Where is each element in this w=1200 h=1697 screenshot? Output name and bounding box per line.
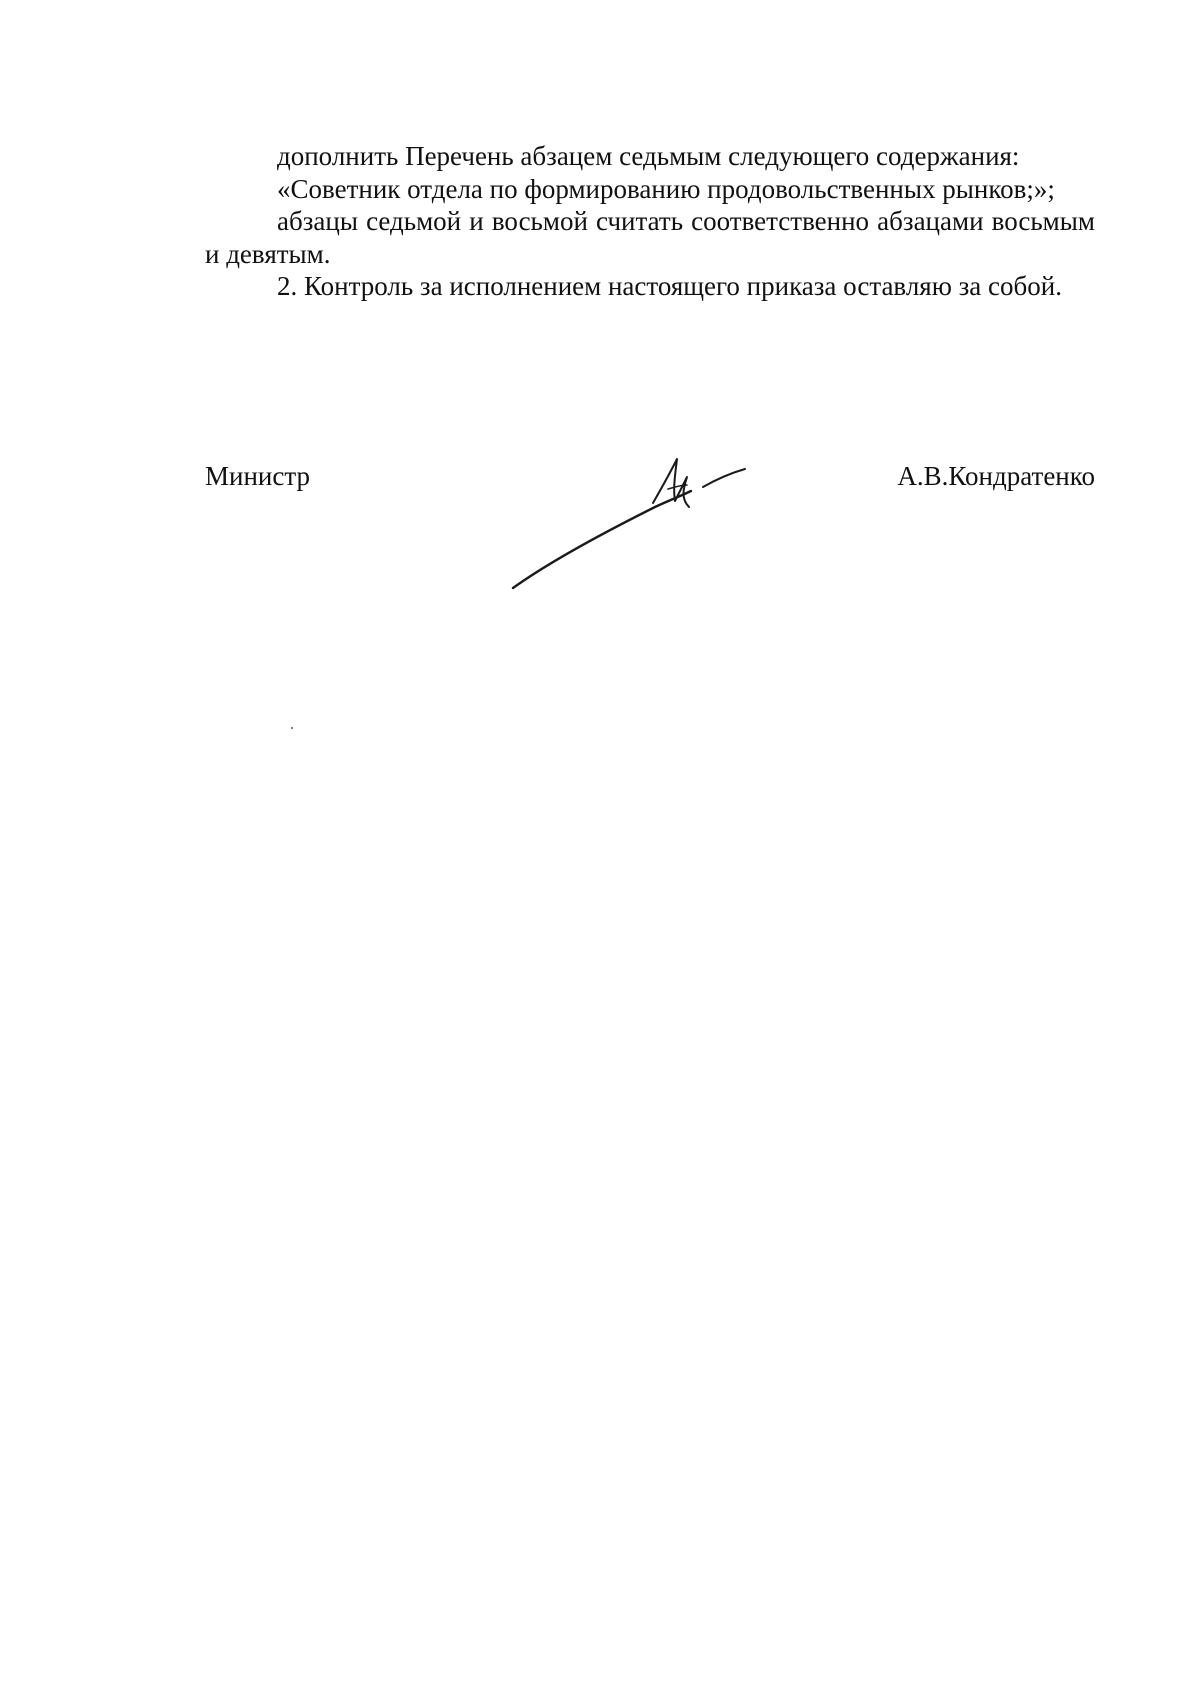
paragraph-add-to-list: дополнить Перечень абзацем седьмым следующего содержания: [277,141,1020,171]
signatory-name: А.В.Кондратенко [897,461,1095,491]
scan-speck [291,727,293,729]
paragraph-renumber: абзацы седьмой и восьмой считать соответственно абзацами восьмым и девятым. [205,206,1095,269]
signatory-position: Министр [205,461,310,491]
paragraph-control-clause: 2. Контроль за исполнением настоящего приказа оставляю за собой. [277,271,1062,301]
handwritten-signature [505,445,805,595]
paragraph-advisor-entry: «Советник отдела по формированию продовольственных рынков;»; [277,173,1055,204]
signature-sweep-stroke [513,491,691,588]
document-body [205,140,1095,303]
signature-trailing-stroke [703,469,745,487]
